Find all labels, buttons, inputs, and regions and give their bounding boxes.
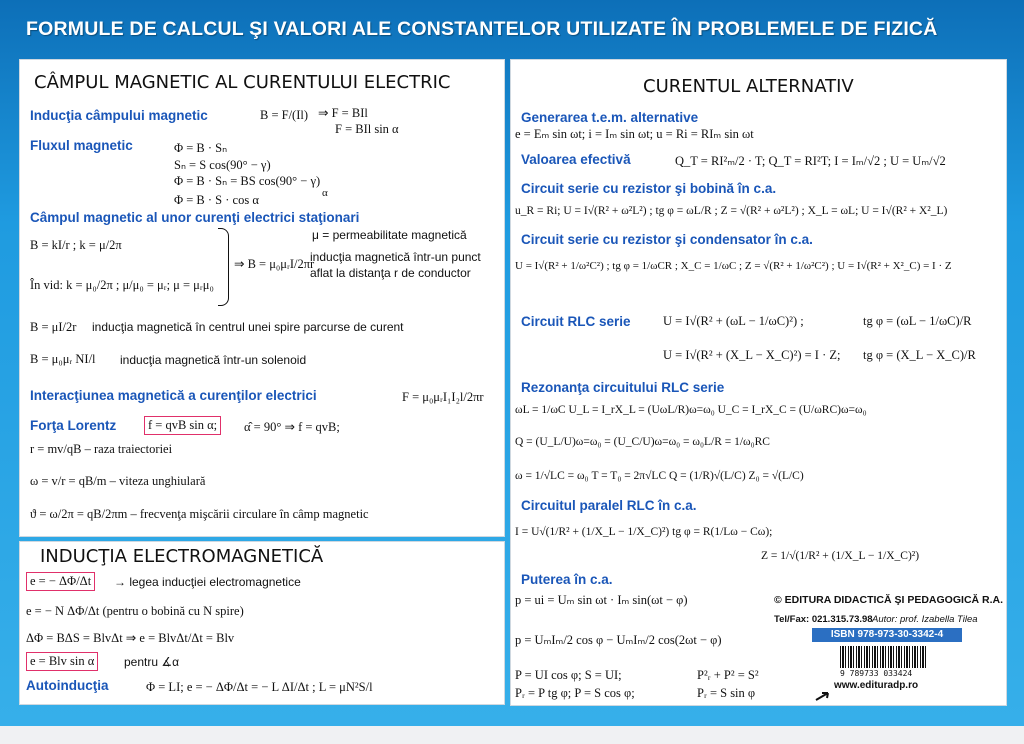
arrow-icon — [814, 690, 834, 702]
resonance-heading: Rezonanţa circuitului RLC serie — [521, 380, 725, 395]
induction-law-text: → legea inducţiei electromagnetice — [114, 575, 301, 589]
blv-text: pentru ∡α — [124, 655, 180, 669]
stationary-desc-1: inducţia magnetică într-un punct — [310, 250, 481, 264]
rc-heading: Circuit serie cu rezistor şi condensator în c.a. — [521, 232, 813, 247]
resonance-formula-1: ωL = 1/ωC U_L = I_rX_L = (UωL/R)ω=ω₀ U_C = I_rX_C = (U/ωRC)ω=ω₀ — [515, 404, 867, 416]
resonance-formula-2: Q = (U_L/U)ω=ω₀ = (U_C/U)ω=ω₀ = ω₀L/R = 1/ω₀RC — [515, 436, 770, 448]
induction-law-box: e = − ΔΦ/Δt — [26, 572, 95, 591]
barcode — [840, 646, 926, 668]
right-brace — [218, 228, 229, 306]
lorentz-condition: α̂ = 90° ⇒ f = qvB; — [244, 420, 340, 434]
generation-formula: e = Eₘ sin ωt; i = Iₘ sin ωt; u = Ri = RIₘ sin ωt — [515, 127, 754, 141]
publisher-website[interactable]: www.edituradp.ro — [834, 680, 919, 691]
lorentz-heading: Forţa Lorentz — [30, 418, 117, 433]
rc-formula: U = I√(R² + 1/ω²C²) ; tg φ = 1/ωCR ; X_C = 1/ωC ; Z = √(R² + 1/ω²C²) ; U = I√(R² + X²_C) = I · Z — [515, 260, 952, 272]
flux-alpha: α — [322, 187, 328, 199]
power-formula-2: p = UₘIₘ/2 cos φ − UₘIₘ/2 cos(2ωt − φ) — [515, 633, 722, 647]
mu-definition: μ = permeabilitate magnetică — [312, 228, 467, 242]
magnetic-field-title: CÂMPUL MAGNETIC AL CURENTULUI ELECTRIC — [34, 72, 451, 93]
barcode-number: 9 789733 033424 — [840, 669, 913, 678]
stationary-heading: Câmpul magnetic al unor curenţi electrici staţionari — [30, 210, 360, 225]
power-formula-4: Pᵣ = P tg φ; P = S cos φ; — [515, 686, 635, 700]
bottom-margin — [0, 726, 1024, 744]
rlc-tg-2: tg φ = (X_L − X_C)/R — [863, 348, 976, 362]
power-heading: Puterea în c.a. — [521, 572, 613, 587]
rlc-formula-1: U = I√(R² + (ωL − 1/ωC)²) ; — [663, 314, 804, 328]
rlc-formula-2: U = I√(R² + (X_L − X_C)²) = I · Z; — [663, 348, 841, 362]
flux-formula-3: Φ = B · Sₙ = BS cos(90° − γ) — [174, 174, 321, 188]
self-induction-heading: Autoinducţia — [26, 678, 109, 693]
lorentz-radius: r = mv/qB – raza traiectoriei — [30, 442, 173, 456]
coil-formula: e = − N ΔΦ/Δt (pentru o bobină cu N spire) — [26, 604, 244, 618]
rl-heading: Circuit serie cu rezistor şi bobină în c.a. — [521, 181, 777, 196]
spire-formula: B = μI/2r — [30, 320, 77, 334]
electromagnetic-induction-panel — [19, 541, 505, 705]
lorentz-frequency: ϑ = ω/2π = qB/2πm – frecvenţa mişcării circulare în câmp magnetic — [30, 507, 369, 521]
self-induction-formula: Φ = LI; e = − ΔΦ/Δt = − L ΔI/Δt ; L = μN²S/l — [146, 680, 373, 694]
power-formula-3: P = UI cos φ; S = UI; — [515, 668, 622, 682]
interaction-heading: Interacţiunea magnetică a curenţilor electrici — [30, 388, 317, 403]
generation-heading: Generarea t.e.m. alternative — [521, 110, 699, 125]
delta-flux-formula: ΔΦ = BΔS = BlvΔt ⇒ e = BlvΔt/Δt = Blv — [26, 631, 235, 645]
rlc-heading: Circuit RLC serie — [521, 314, 631, 329]
power-formula-4b: Pᵣ = S sin φ — [697, 686, 756, 700]
parallel-formula: I = U√(1/R² + (1/X_L − 1/X_C)²) tg φ = R(1/Lω − Cω); — [515, 526, 773, 538]
lorentz-formula-box: f = qvB sin α; — [144, 416, 221, 435]
blv-box: e = Blv sin α — [26, 652, 98, 671]
inductia-heading: Inducţia câmpului magnetic — [30, 108, 208, 123]
parallel-heading: Circuitul paralel RLC în c.a. — [521, 498, 697, 513]
power-formula-1: p = ui = Uₘ sin ωt · Iₘ sin(ωt − φ) — [515, 593, 688, 607]
isbn-label: ISBN 978-973-30-3342-4 — [812, 628, 962, 642]
stationary-formula-1: B = kI/r ; k = μ/2π — [30, 238, 122, 252]
rlc-tg-1: tg φ = (ωL − 1/ωC)/R — [863, 314, 972, 328]
formula-f1: ⇒ F = BIl — [318, 106, 368, 120]
spire-text: inducţia magnetică în centrul unei spire parcurse de curent — [92, 320, 404, 334]
stationary-result: ⇒ B = μ₀μᵣI/2πr — [234, 257, 315, 271]
flux-formula-1: Φ = B · Sₙ — [174, 141, 228, 155]
induction-title: INDUCŢIA ELECTROMAGNETICĂ — [40, 546, 324, 567]
flux-heading: Fluxul magnetic — [30, 138, 133, 153]
resonance-formula-3: ω = 1/√LC = ω₀ T = T₀ = 2π√LC Q = (1/R)√(L/C) Z₀ = √(L/C) — [515, 470, 804, 482]
rl-formula: u_R = Ri; U = I√(R² + ω²L²) ; tg φ = ωL/R ; Z = √(R² + ω²L²) ; X_L = ωL; U = I√(R² + X²_L) — [515, 205, 948, 217]
effective-heading: Valoarea efectivă — [521, 152, 631, 167]
effective-formula: Q_T = RI²ₘ/2 · T; Q_T = RI²T; I = Iₘ/√2 ; U = Uₘ/√2 — [675, 154, 946, 168]
magnetic-field-panel — [19, 59, 505, 537]
publisher-tel: Tel/Fax: 021.315.73.98 — [774, 614, 873, 625]
stationary-formula-vid: În vid: k = μ₀/2π ; μ/μ₀ = μᵣ; μ = μᵣμ₀ — [30, 278, 214, 292]
flux-formula-4: Φ = B · S · cos α — [174, 193, 259, 207]
page-title: FORMULE DE CALCUL ŞI VALORI ALE CONSTANTELOR UTILIZATE ÎN PROBLEMELE DE FIZICĂ — [26, 18, 938, 40]
lorentz-omega: ω = v/r = qB/m – viteza unghiulară — [30, 474, 206, 488]
publisher-name: © EDITURA DIDACTICĂ ŞI PEDAGOGICĂ R.A. — [774, 594, 1004, 606]
power-formula-3b: P²ᵣ + P² = S² — [697, 668, 759, 682]
publisher-author: Autor: prof. Izabella Tilea — [872, 614, 978, 625]
flux-formula-2: Sₙ = S cos(90° − γ) — [174, 158, 271, 172]
solenoid-formula: B = μ₀μᵣ NI/l — [30, 352, 96, 366]
publisher-box — [768, 582, 1004, 700]
interaction-formula: F = μ₀μᵣI₁I₂l/2πr — [402, 390, 484, 404]
stationary-desc-2: aflat la distanţa r de conductor — [310, 266, 471, 280]
formula-f2: F = BIl sin α — [335, 122, 399, 136]
solenoid-text: inducţia magnetică într-un solenoid — [120, 353, 307, 367]
formula-b: B = F/(Il) — [260, 108, 309, 122]
ac-title: CURENTUL ALTERNATIV — [643, 76, 854, 97]
parallel-impedance: Z = 1/√(1/R² + (1/X_L − 1/X_C)²) — [761, 550, 920, 562]
